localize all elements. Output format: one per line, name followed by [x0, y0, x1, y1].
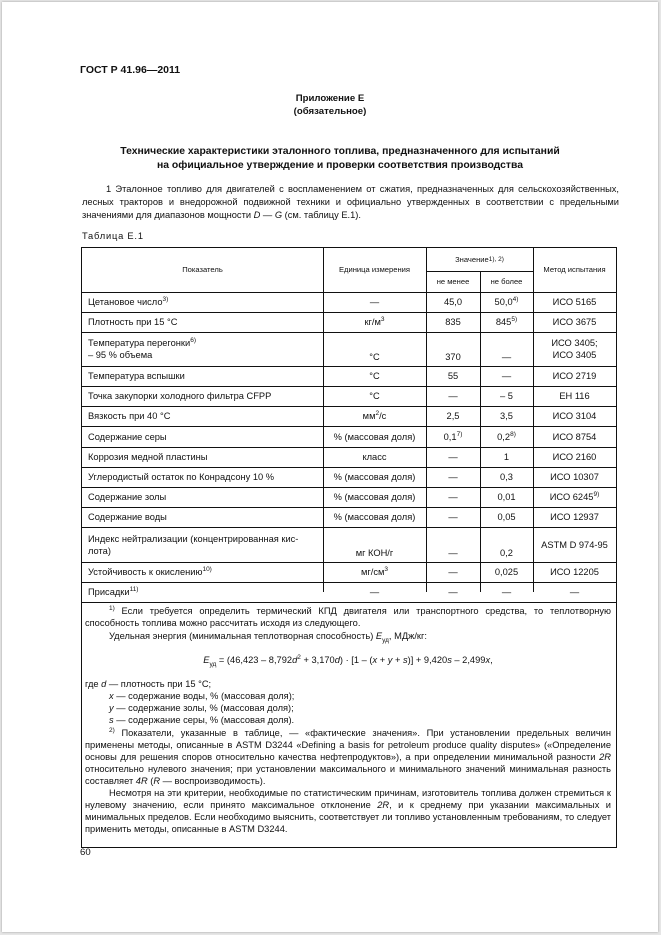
cell-unit: мг КОН/г [355, 548, 394, 558]
cell-method: ИСО 10307 [550, 472, 599, 482]
document-title-line2: на официальное утверждение и проверки соответствия производства [156, 160, 524, 171]
cell-min: — [448, 472, 458, 482]
cell-param: Плотность при 15 °C [88, 317, 178, 327]
fuel-spec-table [81, 247, 617, 848]
cell-method: — [569, 587, 580, 597]
cell-min: 835 [445, 317, 461, 327]
standard-header: ГОСТ Р 41.96—2011 [80, 64, 181, 76]
cell-max: 0,2 [500, 548, 513, 558]
cell-min: 0,1$^{7)}$ [443, 430, 463, 442]
header-method: Метод испытания [543, 265, 606, 274]
cell-min: 55 [447, 371, 459, 381]
cell-max: — [501, 587, 512, 597]
cell-unit: °C [369, 391, 380, 401]
header-value: Значение 1), 2) [455, 254, 504, 264]
where-d: где d — плотность при 15 °C; [85, 679, 212, 689]
cell-method: ИСО 12205 [550, 567, 599, 577]
cell-max: 0,01 [497, 492, 516, 502]
footnote-1: $^{1)}$ Если требуется определить термический КПД двигателя или транспортного средства, то теплотворную способность топлива можно рассчитать исходя из следующего. [85, 604, 611, 628]
cell-param: Температура вспышки [88, 371, 185, 381]
where-y: y — содержание золы, % (массовая доля); [109, 703, 294, 713]
cell-max: — [501, 352, 512, 362]
appendix-title: Приложение Е [295, 93, 365, 104]
cell-param: Содержание воды [88, 512, 167, 522]
cell-param: Вязкость при 40 °C [88, 411, 171, 421]
cell-method: ASTM D 974-95 [541, 539, 608, 550]
cell-unit: $кг/м^3$ [364, 315, 385, 327]
appendix-status: (обязательное) [293, 106, 367, 117]
cell-unit: % (массовая доля) [333, 472, 416, 482]
cell-method: ИСО 2160 [552, 452, 597, 462]
table-caption: Таблица Е.1 [82, 231, 144, 241]
cell-method: ЕН 116 [559, 391, 590, 401]
cell-unit: — [369, 587, 380, 597]
cell-max: 0,2$^{8)}$ [497, 430, 516, 442]
cell-unit: % (массовая доля) [333, 492, 416, 502]
cell-method: ИСО 3405; ИСО 3405 [551, 338, 598, 360]
cell-method: ИСО 6245$^{9)}$ [549, 490, 600, 502]
cell-max: 0,05 [497, 512, 516, 522]
page-number: 60 [80, 847, 91, 858]
cell-min: — [448, 548, 458, 558]
cell-param: Присадки$^{11)}$ [88, 585, 139, 597]
cell-param: Точка закупорки холодного фильтра CFPP [88, 391, 272, 401]
document-page [2, 2, 658, 932]
cell-unit: класс [362, 452, 387, 462]
intro-paragraph: 1 Эталонное топливо для двигателей с воспламенением от сжатия, предназначенных для сельскохозяйственных, лесных тракторов и внедорожной подвижной техники и официально утвержденных в соответствии с предельными значениями для диапазонов мощности D — G (см. таблицу Е.1). [82, 184, 619, 220]
where-s: s — содержание серы, % (массовая доля). [109, 715, 295, 725]
cell-max: 1 [503, 452, 510, 462]
cell-max: 3,5 [500, 411, 513, 421]
cell-unit: % (массовая доля) [333, 431, 416, 442]
cell-unit: % (массовая доля) [333, 512, 416, 522]
cell-max: 0,025 [494, 567, 519, 577]
cell-max: – 5 [500, 391, 513, 401]
cell-min: — [448, 391, 458, 401]
energy-definition: Удельная энергия (минимальная теплотворная способность) $E_{уд}$, МДж/кг: [109, 631, 427, 644]
cell-param: Содержание золы [88, 492, 167, 502]
cell-max: 0,3 [500, 472, 513, 482]
cell-max: 845$^{5)}$ [495, 315, 518, 327]
cell-min: 45,0 [443, 297, 463, 307]
cell-min: — [448, 492, 458, 502]
cell-method: ИСО 3104 [552, 411, 597, 421]
cell-max: 50,0$^{4)}$ [494, 295, 519, 307]
cell-param: Индекс нейтрализации (концентрированная кис- лота) [88, 533, 299, 556]
cell-min: — [448, 512, 458, 522]
footnote-2-continued: Несмотря на эти критерии, необходимые по статистическим причинам, изготовитель топлива должен стремиться к нулевому значению, если принято максимальное отклонение 2R, и к среднему при указании максимальных и минимальных пределов. Если необходимо выяснить, соответствует ли топливо установленным требованиям, то следует применить методы, описанные в ASTM D3244. [85, 788, 611, 834]
cell-param: Температура перегонки$^{6)}$ – 95 % объема [88, 336, 196, 360]
header-min: не менее [436, 276, 470, 286]
cell-method: ИСО 2719 [552, 371, 597, 381]
cell-param: Цетановое число$^{3)}$ [88, 295, 169, 307]
cell-method: ИСО 5165 [552, 297, 597, 307]
footnote-2: $^{2)}$ Показатели, указанные в таблице, — «фактические значения». При установлении предельных величин применены методы, описанные в ASTM D3244 «Defining a basis for petroleum produce quality disputes» («Определение основы для решения споров относительно качества нефтепродуктов»), а при определении минимальной разности 2R относительно нулевого значения; при установлении максимального и минимального значений минимальная разность составляет 4R (R — воспроизводимость). [85, 726, 611, 786]
where-x: x — содержание воды, % (массовая доля); [109, 691, 295, 701]
cell-min: — [448, 452, 458, 462]
header-unit: Единица измерения [338, 265, 411, 274]
cell-method: ИСО 3675 [552, 317, 597, 327]
cell-param: Содержание серы [88, 431, 167, 442]
cell-min: — [448, 567, 458, 577]
cell-min: 370 [445, 352, 461, 362]
cell-unit: — [369, 297, 380, 307]
cell-method: ИСО 8754 [552, 431, 597, 442]
header-param: Показатель [182, 265, 223, 274]
cell-method: ИСО 12937 [550, 512, 599, 522]
energy-formula: $E_{уд} = (46,423 - 8,792d^2 + 3,170d) \cdot [1 - (x + y + s)] + 9,420s - 2,499x$, [203, 653, 493, 668]
cell-max: — [501, 371, 512, 381]
cell-unit: °C [369, 352, 380, 362]
header-max: не более [490, 276, 523, 286]
cell-param: Устойчивость к окислению$^{10)}$ [88, 565, 212, 577]
cell-min: 2,5 [446, 411, 460, 421]
cell-unit: °C [369, 371, 380, 381]
cell-param: Коррозия медной пластины [88, 452, 208, 462]
cell-unit: $мм^2/с$ [362, 409, 387, 421]
cell-unit: $мг/см^3$ [360, 565, 389, 577]
cell-param: Углеродистый остаток по Конрадсону 10 % [88, 472, 275, 482]
cell-min: — [448, 587, 458, 597]
document-title-line1: Технические характеристики эталонного топлива, предназначенного для испытаний [120, 146, 560, 157]
